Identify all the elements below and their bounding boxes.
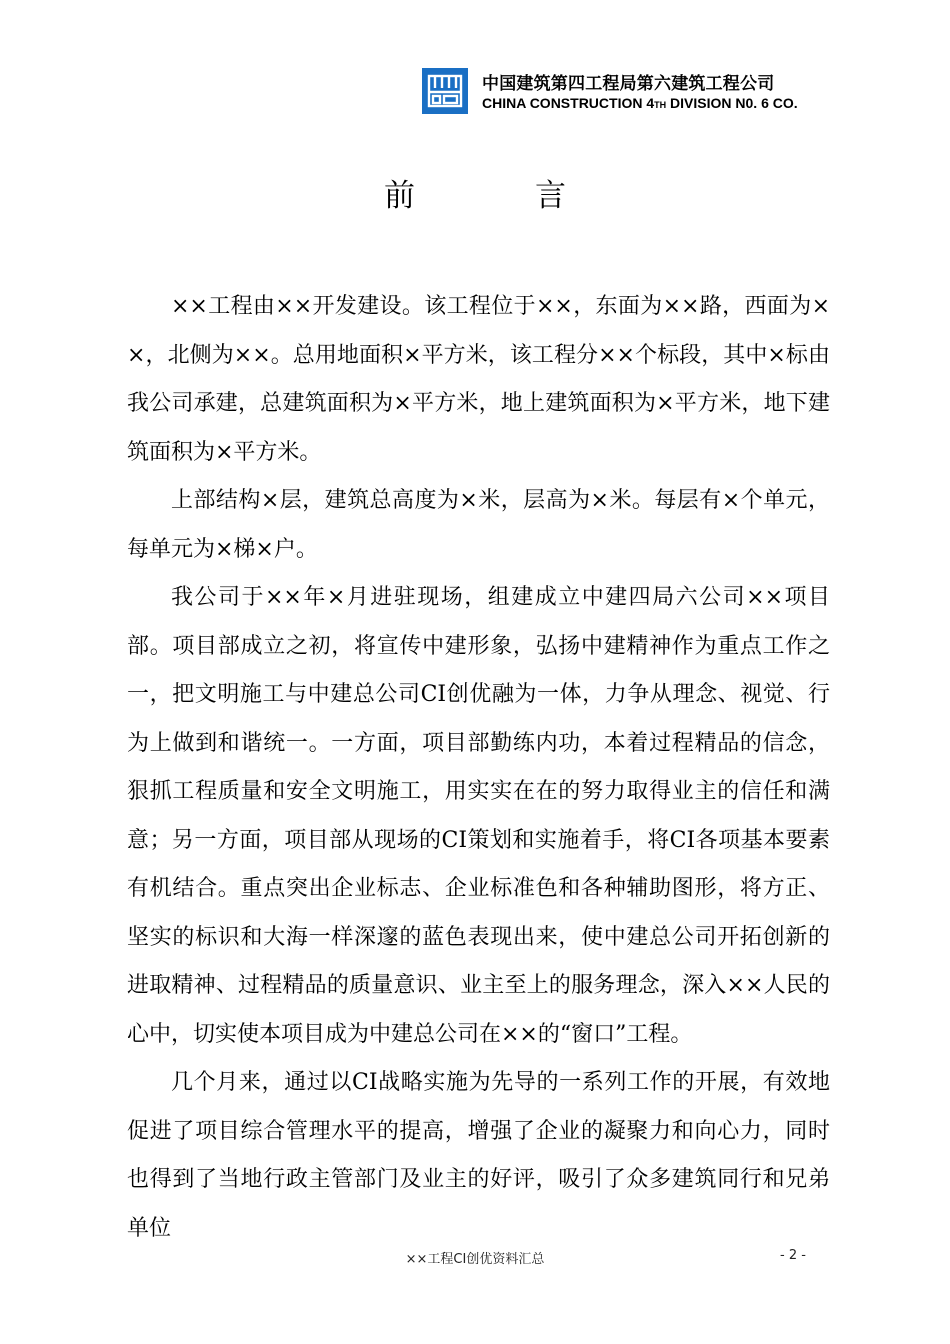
paragraph-2: 上部结构×层，建筑总高度为×米，层高为×米。每层有×个单元，每单元为×梯×户。 xyxy=(127,488,830,562)
paragraph-4: 几个月来，通过以CI战略实施为先导的一系列工作的开展，有效地促进了项目综合管理水平的提高，增强了企业的凝聚力和向心力，同时也得到了当地行政主管部门及业主的好评，吸引了众多建筑同行和兄弟单位 xyxy=(127,1070,830,1241)
company-name-en-sup: TH xyxy=(654,100,667,110)
footer-doc-title: ××工程CI创优资料汇总 xyxy=(405,1252,545,1267)
company-name-en-prefix: CHINA CONSTRUCTION 4 xyxy=(482,95,655,111)
page-title xyxy=(0,170,950,215)
company-name-en-suffix: DIVISION N0. 6 CO. xyxy=(666,95,798,111)
paragraph-1: ××工程由××开发建设。该工程位于××，东面为××路，西面为××，北侧为××。总用地面积×平方米，该工程分××个标段，其中×标由我公司承建，总建筑面积为×平方米，地上建筑面积为×平方米，地下建筑面积为×平方米。 xyxy=(127,294,830,465)
title-char-2: 言 xyxy=(535,178,566,214)
paragraph-3: 我公司于××年×月进驻现场，组建成立中建四局六公司××项目部。项目部成立之初，将宣传中建形象，弘扬中建精神作为重点工作之一，把文明施工与中建总公司CI创优融为一体，力争从理念、视觉、行为上做到和谐统一。一方面，项目部勤练内功，本着过程精品的信念，狠抓工程质量和安全文明施工，用实实在在的努力取得业主的信任和满意；另一方面，项目部从现场的CI策划和实施着手，将CI各项基本要素有机结合。重点突出企业标志、企业标准色和各种辅助图形，将方正、坚实的标识和大海一样深邃的蓝色表现出来，使中建总公司开拓创新的进取精神、过程精品的质量意识、业主至上的服务理念，深入××人民的心中，切实使本项目成为中建总公司在××的“窗口”工程。 xyxy=(127,585,830,1047)
body-content xyxy=(127,283,830,1253)
cscec-logo-icon xyxy=(422,68,468,114)
page-header xyxy=(422,68,842,116)
title-char-1: 前 xyxy=(384,178,415,214)
footer-page-number: - 2 - xyxy=(780,1248,806,1263)
company-name-cn: 中国建筑第四工程局第六建筑工程公司 xyxy=(482,74,775,94)
company-name-en xyxy=(482,95,798,111)
